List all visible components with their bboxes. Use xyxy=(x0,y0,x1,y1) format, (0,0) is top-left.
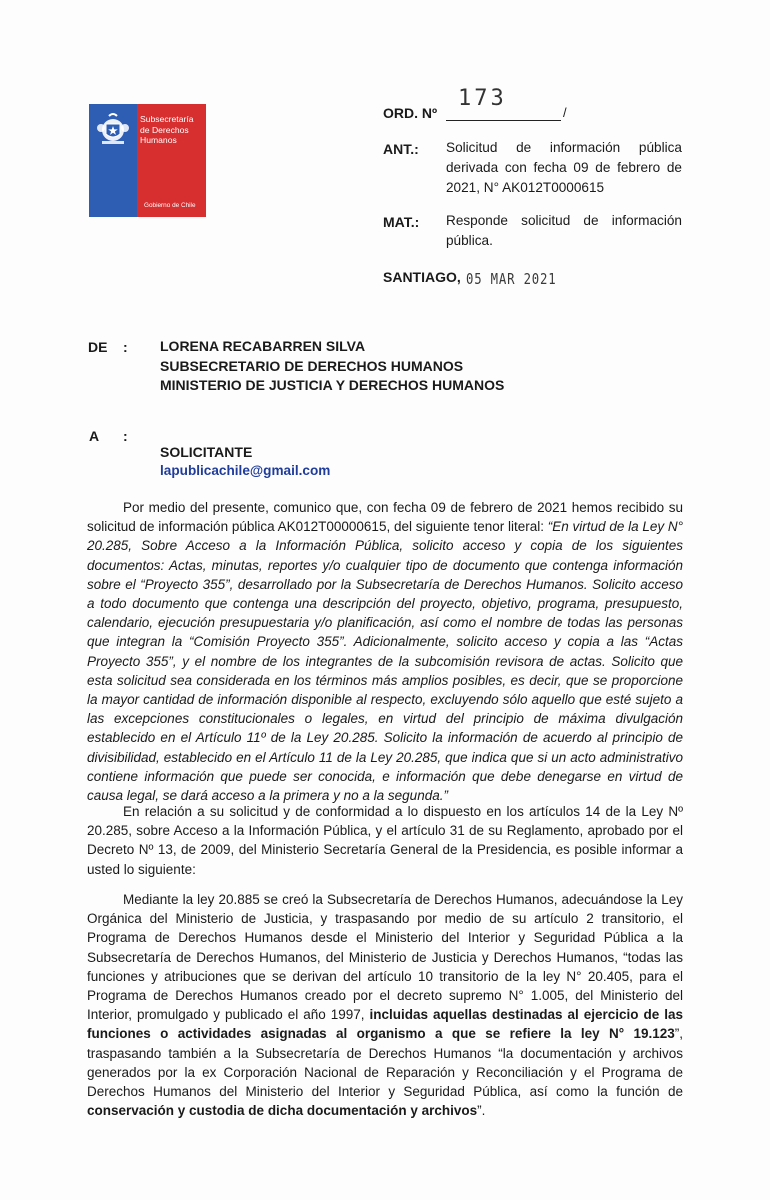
recipient-email[interactable]: lapublicachile@gmail.com xyxy=(160,463,331,478)
mat-text xyxy=(446,211,682,251)
logo-line: de Derechos xyxy=(140,124,189,135)
mat-text-line: pública. xyxy=(446,233,493,248)
request-quote: “En virtud de la Ley N° 20.285, Sobre Acceso a la Información Pública, solicito acceso y copia de los siguientes documentos: Actas, minutas, reportes y/o cualquier tipo de documento que contenga información sobre el “Proyecto 355”, desarrollado por la Subsecretaría de Derechos Humanos. Solicito acceso a todo documento que contenga una descripción del proyecto, objetivo, programa, presupuesto, calendario, ejecución presupuestaria y/o planificación, así como el nombre de todas las personas que integran la “Comisión Proyecto 355”. Adicionalmente, solicito acceso y copia a las “Actas Proyecto 355”, y el nombre de los integrantes de la subcomisión revisora de actas. Solicito que esta solicitud sea considerada en los términos más amplios posibles, es decir, que se proporcione la mayor cantidad de información disponible al respecto, excluyendo sólo aquello que esté sujeto a las excepciones constitucionales o legales, en virtud del principio de máxima divulgación establecido en el Artículo 11º de la Ley 20.285. Solicito la información de acuerdo al principio de divisibilidad, establecido en el Artículo 11 de la Ley 20.285, que indica que si un acto administrativo contiene información que puede ser conocida, e información que debe denegarse en virtud de causa legal, se dará acceso a la primera y no a la segunda.” xyxy=(87,519,684,804)
de-colon: : xyxy=(123,339,128,355)
paragraph-text: Mediante la ley 20.885 se creó la Subsecretaría de Derechos Humanos, adecuándose la Ley Orgánica del Ministerio de Justicia, y traspasando por medio de su artículo 2 transitorio, el Programa de Derechos Humanos desde el Ministerio del Interior y Seguridad Pública a la Subsecretaría de Derechos Humanos, del Ministerio de Justicia y Derechos Humanos, “todas las funciones y atribuciones que se derivan del artículo 10 transitorio de la ley N° 20.405, para el Programa de Derechos Humanos creado por el decreto supremo N° 1.005, del Ministerio del Interior, promulgado y publicado el año 1997, xyxy=(87,892,683,1023)
santiago-label: SANTIAGO, xyxy=(383,269,461,285)
logo-blue-panel xyxy=(89,104,137,217)
ord-slash: / xyxy=(563,105,567,120)
logo-line: Subsecretaría xyxy=(140,114,194,124)
mat-label: MAT.: xyxy=(383,214,420,230)
paragraph-bold-text: incluidas aquellas destinadas al ejercicio de las funciones o actividades asignadas al organismo a que se refiere la ley N° 19.123 xyxy=(87,1007,684,1042)
sender-title: SUBSECRETARIO DE DERECHOS HUMANOS xyxy=(160,357,464,374)
ord-number: 173 xyxy=(458,86,507,111)
paragraph-text: ”, traspasando también a la Subsecretaría de Derechos Humanos “la documentación y archivos generados por la ex Corporación Nacional de Reparación y Reconciliación y el Programa de Derechos Humanos del Ministerio del Interior y Seguridad Pública, así como la función de xyxy=(87,1026,683,1100)
logo-footer: Gobierno de Chile xyxy=(144,202,196,209)
ord-underline xyxy=(446,120,561,121)
ant-label: ANT.: xyxy=(383,141,419,157)
a-colon: : xyxy=(123,428,128,444)
logo-line: Humanos xyxy=(140,135,177,145)
sender-block xyxy=(160,337,504,396)
date-stamp: 05 MAR 2021 xyxy=(466,270,557,288)
paragraph-bold-text: conservación y custodia de dicha documentación y archivos xyxy=(87,1103,478,1119)
ord-label: ORD. Nº xyxy=(383,105,438,121)
recipient-title: SOLICITANTE xyxy=(160,444,253,460)
sender-ministry: MINISTERIO DE JUSTICIA Y DERECHOS HUMANOS xyxy=(160,377,505,393)
logo-text xyxy=(140,114,194,146)
paragraph-legal-basis xyxy=(87,802,683,879)
paragraph-intro: Por medio del presente, comunico que, con fecha 09 de febrero de 2021 hemos recibido su solicitud de información pública AK012T00000615, del siguiente tenor literal: xyxy=(87,500,683,535)
mat-text-line: Responde solicitud de información xyxy=(446,213,682,228)
paragraph-background xyxy=(87,890,683,1120)
sender-name: LORENA RECABARREN SILVA xyxy=(160,338,366,354)
coat-of-arms-icon xyxy=(94,110,132,146)
paragraph-text: En relación a su solicitud y de conformidad a lo dispuesto en los artículos 14 de la Ley Nº 20.285, sobre Acceso a la Información Pública, y el artículo 31 de su Reglamento, aprobado por el Decreto Nº 13, de 2009, del Ministerio Secretaría General de la Presidencia, es posible informar a usted lo siguiente: xyxy=(87,804,683,877)
subsecretaria-logo xyxy=(89,104,206,217)
paragraph-text: ”. xyxy=(477,1103,486,1119)
a-label: A xyxy=(89,428,100,444)
de-label: DE xyxy=(88,339,108,355)
paragraph-request xyxy=(87,498,683,805)
ant-text: Solicitud de información pública derivada con fecha 09 de febrero de 2021, N° AK012T0000615 xyxy=(446,140,682,195)
